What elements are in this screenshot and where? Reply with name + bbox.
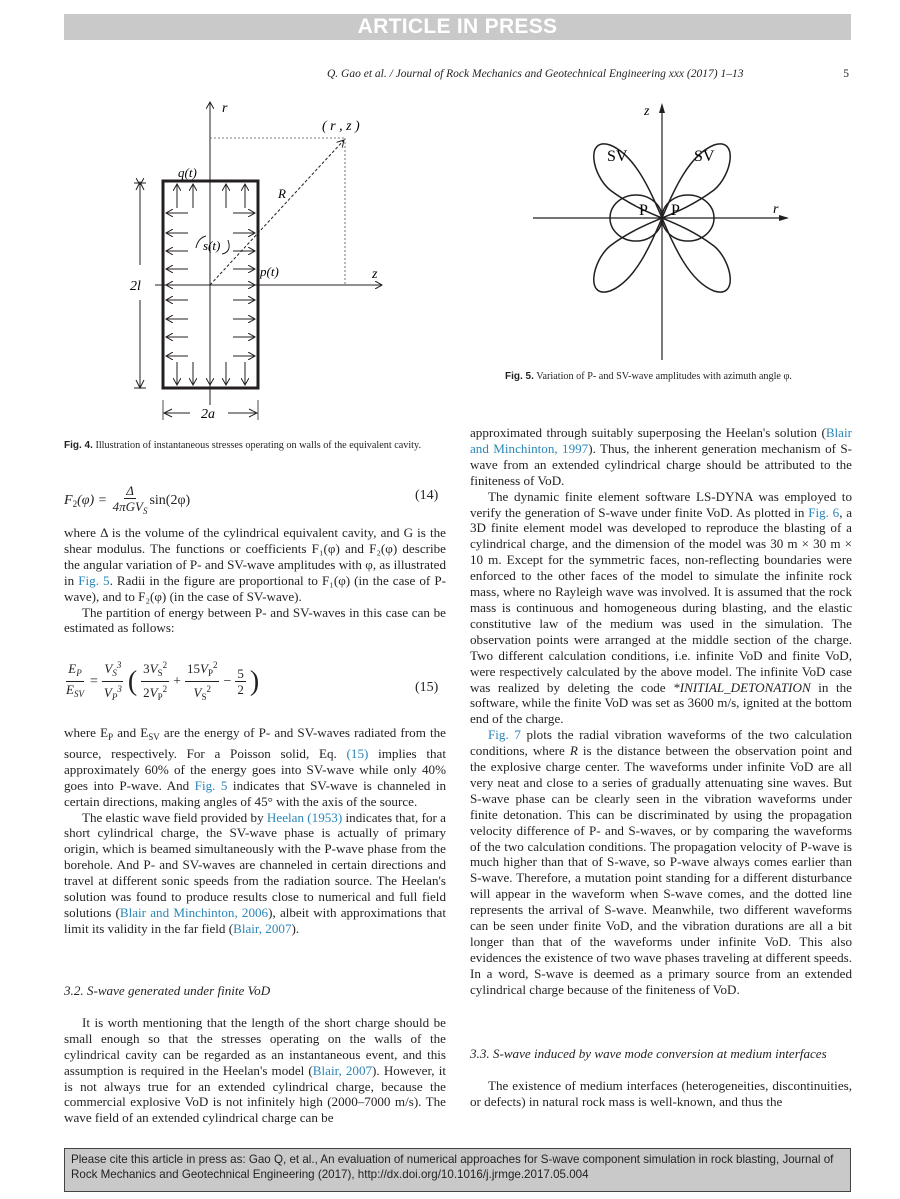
equation-15: $\frac{E_P}{E_{SV}}$ = $\frac{V_S^3}{V_P^3}$ ( $\frac{3V_S^2}{2V_P^2}$ + $\frac{15V_P^2}{V_S^2}$ − $\frac{5}{2}$ ): [66, 660, 260, 702]
svg-text:z: z: [372, 267, 378, 282]
page-number: 5: [843, 68, 849, 80]
paragraph: The elastic wave field provided by Heelan (1953) indicates that, for a short cylindrical charge, the SV-wave phase is actually of primary origin, which is beamed simultaneously with the P-wave phase from the borehole. And P- and SV-waves are channeled in certain directions and travel at different sonic speeds from the radiation source. The Heelan's solution was found to produce results close to numerical and full field solutions (Blair and Minchinton, 2006), albeit with approximations that limit its validity in the far field (Blair, 2007).: [64, 809, 446, 936]
heelan-1953-link[interactable]: Heelan (1953): [266, 809, 343, 825]
paragraph: The dynamic finite element software LS-DYNA was employed to verify the generation of S-wave under finite VoD. As plotted in Fig. 6, a 3D finite element model was developed to reproduce the blasting of a cylindrical charge, and the dimension of the model was 30 m × 30 m × 10 m. Except for the symmetric faces, non-reflecting boundaries were enforced to the other faces of the model to simulate the infinite rock mass, where no Rayleigh wave was involved. It is assumed that the rock mass is continuous and homogeneous during blasting, and the elastic constitutive law of the medium was used in the simulation. The observation points were arranged at the middle section of the charge. Two different calculation conditions, i.e. infinite VoD and finite VoD, were respectively calculated by the above model. The infinite VoD case was realized by deleting the code *INITIAL_DETONATION in the software, while the finite VoD was set as 3600 m/s, ignited at the bottom end of the charge.: [470, 488, 853, 727]
svg-text:SV: SV: [607, 148, 628, 165]
section-heading-3-2: 3.2. S-wave generated under finite VoD: [64, 983, 271, 998]
paragraph: Fig. 7 plots the radial vibration waveforms of the two calculation conditions, where R is the distance between the observation point and the explosive charge center. The waveforms under infinite VoD are all very neat and close to a series of gradually attenuating sine waves. But S-wave phase can be clearly seen in the vibration waveforms under finite detonation. This can be discriminated by using the propagation velocity difference of P- and S-waves, or by comparing the waveforms of the two calculation conditions. The propagation velocity of P-wave is much higher than that of S-wave, so P-wave always comes earlier than S-wave. Therefore, a mutation point standing for a different disturbance will appear in the waveform when S-wave comes, and the dotted line represents the arrival of S-wave. Meanwhile, two different waveforms can be seen under finite VoD, and the vibration durations are all a bit longer than that of the waveforms under infinite VoD. This also evidences the existence of two wave phases traveling at different speeds. In a word, S-wave is deemed as a primary source from an extended cylindrical charge because of the finiteness of VoD.: [470, 727, 852, 997]
banner-text: ARTICLE IN PRESS: [357, 15, 558, 38]
blair-2007-link[interactable]: Blair, 2007: [233, 920, 292, 936]
paragraph: It is worth mentioning that the length of the short charge should be small enough so that the stresses operating on the walls of the cylindrical cavity can be regarded as an instantaneous event, and this assumption is required in the Heelan's model (Blair, 2007). However, it is not always true for an extended cylindrical charge, because the commercial explosive VoD is not infinitely high (2000–7000 m/s). The wave field of an extended cylindrical charge can be: [64, 1014, 446, 1126]
citation-box: [64, 1148, 851, 1192]
figure-5-diagram: [500, 95, 840, 365]
citation-text: Please cite this article in press as: Gao Q, et al., An evaluation of numerical approaches for S-wave component simulation in rock blasting, Journal of Rock Mechanics and Geotechnical Engineering (2017), http://dx.doi.org/10.1016/j.jrmge.2017.05.004: [71, 1153, 834, 1181]
figure-4-caption: Fig. 4. Illustration of instantaneous stresses operating on walls of the equivalent cavity.: [64, 440, 421, 451]
blair-minchinton-1997-link[interactable]: Blair and Minchinton, 1997: [470, 425, 852, 456]
axis-label-r: r: [222, 101, 228, 116]
equation-14: $F_2(\varphi)$ = $\frac{\Delta}{4\pi GV_S}$ sin(2φ): [64, 483, 191, 516]
svg-text:s(t): s(t): [203, 238, 221, 253]
equation-14-number: (14): [415, 488, 439, 503]
journal-citation: Q. Gao et al. / Journal of Rock Mechanics and Geotechnical Engineering xxx (2017) 1–13: [327, 68, 744, 80]
svg-text:p(t): p(t): [260, 264, 279, 279]
article-in-press-banner: [64, 14, 851, 40]
paragraph: The partition of energy between P- and SV-waves in this case can be estimated as follows:: [64, 604, 446, 636]
svg-text:P: P: [639, 202, 648, 219]
figure-4-diagram: [100, 90, 400, 430]
blair-2007-link[interactable]: Blair, 2007: [312, 1062, 373, 1078]
svg-text:2a: 2a: [201, 407, 215, 422]
right-column-block-1: [470, 425, 852, 998]
right-column-block-2: [470, 1046, 852, 1110]
svg-text:( r , z ): ( r , z ): [322, 119, 360, 134]
eq15-link[interactable]: (15): [346, 745, 369, 761]
left-column-block-1: [64, 525, 446, 636]
svg-text:R: R: [278, 186, 286, 201]
left-column-block-3: [64, 983, 446, 1126]
fig5-link[interactable]: Fig. 5: [78, 572, 110, 588]
svg-text:P: P: [671, 202, 680, 219]
equation-15-number: (15): [415, 680, 439, 695]
fig5-link[interactable]: Fig. 5: [194, 777, 228, 793]
fig7-link[interactable]: Fig. 7: [488, 727, 521, 743]
svg-text:q(t): q(t): [178, 165, 197, 180]
section-heading-3-3: 3.3. S-wave induced by wave mode conversion at medium interfaces: [470, 1046, 827, 1061]
paragraph: where $E_P$ and $E_{SV}$ are the energy of P- and SV-waves radiated from the source, respectively. For a Poisson solid, Eq. (15) implies that approximately 60% of the energy goes into SV-wave while only 40% goes into P-wave. And Fig. 5 indicates that SV-wave is channeled in certain directions, making angles of 45° with the axis of the source.: [64, 725, 447, 809]
paragraph: where Δ is the volume of the cylindrical equivalent cavity, and G is the shear modulus. The functions or coefficients F₁(φ) and F₂(φ) describe the angular variation of P- and SV-wave amplitudes with φ, as illustrated in Fig. 5. Radii in the figure are proportional to F₁(φ) (in the case of P-wave), and to F₂(φ) (in the case of SV-wave).: [64, 525, 446, 604]
blair-minchinton-2006-link[interactable]: Blair and Minchinton, 2006: [119, 904, 269, 920]
svg-text:z: z: [644, 104, 650, 119]
left-column-block-2: [64, 725, 446, 937]
figure-5-caption: Fig. 5. Variation of P- and SV-wave amplitudes with azimuth angle φ.: [505, 371, 792, 382]
fig6-link[interactable]: Fig. 6: [808, 504, 840, 520]
svg-text:SV: SV: [694, 148, 715, 165]
paragraph: The existence of medium interfaces (heterogeneities, discontinuities, or defects) in natural rock mass is well-known, and thus the: [470, 1077, 852, 1109]
svg-text:2l: 2l: [130, 279, 141, 294]
svg-text:r: r: [773, 202, 779, 217]
paragraph: approximated through suitably superposing the Heelan's solution (Blair and Minchinton, 1997). Thus, the inherent generation mechanism of S-wave from an extended cylindrical charge should be attributed to the finiteness of VoD.: [470, 425, 853, 488]
